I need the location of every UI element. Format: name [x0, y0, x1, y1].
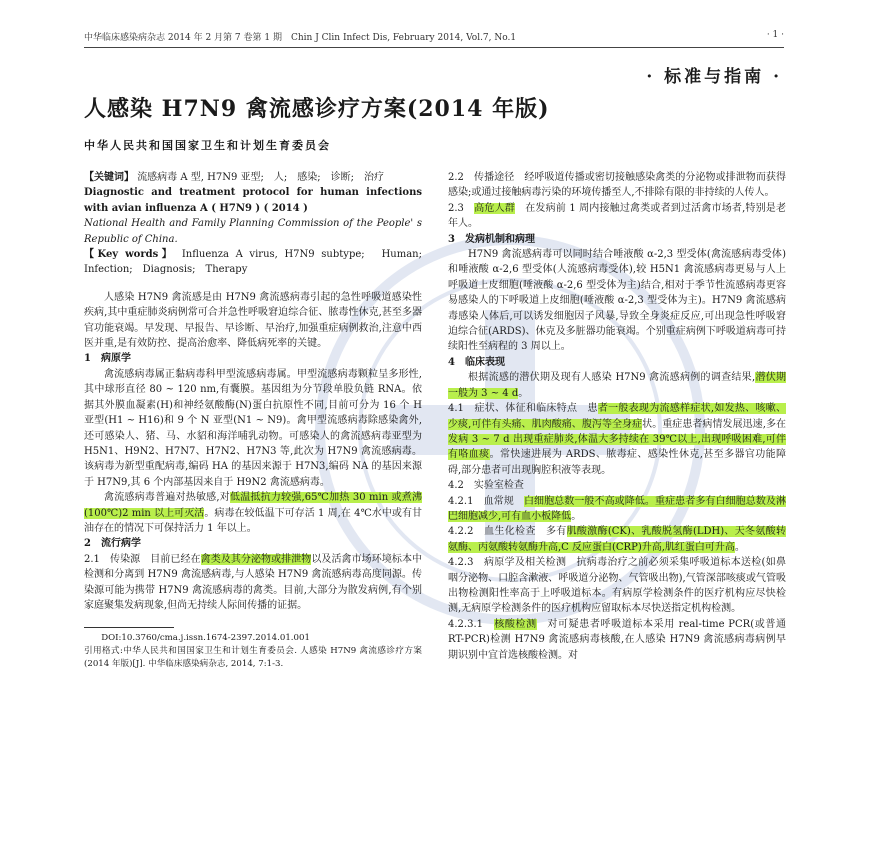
highlight: 禽类及其分泌物或排泄物 — [200, 553, 312, 565]
section-4-2-3: 4.2.3 病原学及相关检测 抗病毒治疗之前必须采集呼吸道标本送检(如鼻咽分泌物、口腔含漱液、呼吸道分泌物、气管吸出物),气管深部咳痰或气管吸出物检测阳性率高于上呼吸道标本。有病原学检测条件的医疗机构应尽快检测,无病原学检测条件的医疗机构应留取标本尽快送指定机构检测。 — [448, 557, 786, 615]
left-column — [84, 170, 422, 671]
intro-paragraph: 人感染 H7N9 禽流感是由 H7N9 禽流感病毒引起的急性呼吸道感染性疾病,其中重症肺炎病例常可合并急性呼吸窘迫综合征、脓毒性休克,甚至多器官功能衰竭。早发现、早报告、早诊断、早治疗,加强重症病例救治,注意中西医并重,是有效防控、提高治愈率、降低病死率的关键。 — [84, 291, 422, 350]
highlight: 白细胞总数一般不高或降低。重症患者多有白细胞总数及淋巴细胞减少,可有血小板降低 — [448, 495, 786, 522]
highlight: 高危人群 — [474, 202, 516, 214]
article-title: 人感染 H7N9 禽流感诊疗方案(2014 年版) — [84, 96, 550, 122]
section-2-heading: 2 流行病学 — [84, 538, 141, 550]
section-2-2: 2.2 传播途径 经呼吸道传播或密切接触感染禽类的分泌物或排泄物而获得感染;或通过接触病毒污染的环境传播至人,不排除有限的非持续的人传人。 — [448, 172, 786, 199]
section-4-intro: 根据流感的潜伏期及现有人感染 H7N9 禽流感病例的调查结果,潜伏期一般为 3 ~ 4 d。 — [448, 372, 787, 399]
page-number: · 1 · — [766, 30, 784, 40]
keywords-text: 流感病毒 A 型, H7N9 亚型; 人; 感染; 诊断; 治疗 — [137, 172, 384, 183]
footnote-divider — [84, 627, 174, 628]
section-2-3: 2.3 高危人群 在发病前 1 周内接触过禽类或者到过活禽市场者,特别是老年人。 — [448, 202, 786, 230]
section-tag: · 标准与指南 · — [646, 67, 782, 87]
highlight: 低温抵抗力较强,65℃加热 30 min 或煮沸(100℃)2 min 以上可灭活 — [84, 492, 422, 519]
section-1-heading: 1 病原学 — [84, 353, 131, 365]
doi: DOI:10.3760/cma.j.issn.1674-2397.2014.01.001 — [101, 633, 310, 644]
english-author: National Health and Family Planning Commission of the People' s Republic of China. — [84, 218, 422, 245]
keywords-en-label: 【Key words】 — [84, 249, 176, 261]
author: 中华人民共和国国家卫生和计划生育委员会 — [84, 139, 331, 152]
section-2-1: 2.1 传染源 目前已经在禽类及其分泌物或排泄物以及活禽市场环境标本中检测和分离到 H7N9 禽流感病毒,与人感染 H7N9 禽流感病毒高度同源。传染源可能为携带 H7N9 禽流感病毒的禽类。目前,大部分为散发病例,有个别家庭聚集发病现象,但尚无持续人际间传播的证据。 — [84, 553, 423, 611]
highlight: 肌酸激酶(CK)、乳酸脱氢酶(LDH)、天冬氨酸转氨酶、丙氨酸转氨酶升高,C 反应蛋白(CRP)升高,肌红蛋白可升高 — [448, 526, 786, 553]
section-3-paragraph: H7N9 禽流感病毒可以同时结合唾液酸 α-2,3 型受体(禽流感病毒受体)和唾液酸 α-2,6 型受体(人流感病毒受体),较 H5N1 禽流感病毒更易与人上呼吸道上皮细胞(唾液酸 α-2,6 型受体为主)结合,相对于季节性流感病毒更容易感染人的下呼吸道上皮细胞(唾液酸 α-2,3 型受体为主)。H7N9 禽流感病毒感染人体后,可以诱发细胞因子风暴,导致全身炎症反应,可出现急性呼吸窘迫综合征(ARDS)、休克及多脏器功能衰竭。个别重症病例下呼吸道病毒可持续阳性至病程的 3 周以上。 — [448, 249, 786, 353]
highlight: 发病 3 ~ 7 d 出现重症肺炎,体温大多持续在 39℃以上,出现呼吸困难,可伴有咯血痰 — [448, 433, 786, 461]
section-1-paragraph-1: 禽流感病毒属正黏病毒科甲型流感病毒属。甲型流感病毒颗粒呈多形性,其中球形直径 80 ~ 120 nm,有囊膜。基因组为分节段单股负链 RNA。依据其外膜血凝素(H)和神经氨酸酶(N)蛋白抗原性不同,目前可分为 16 个 H 亚型(H1 ~ H16)和 9 个 N 亚型(N1 ~ N9)。禽甲型流感病毒除感染禽外,还可感染人、猪、马、水貂和海洋哺乳动物。可感染人的禽流感病毒亚型为 H5N1、H9N2、H7N7、H7N2、H7N3 等,此次为 H7N9 禽流感病毒。该病毒为新型重配病毒,编码 HA 的基因来源于 H7N3,编码 NA 的基因来源于 H7N9,其 6 个内部基因来自于 H9N2 禽流感病毒。 — [84, 368, 422, 488]
section-4-heading: 4 临床表现 — [448, 356, 505, 368]
section-1-paragraph-2: 禽流感病毒普遍对热敏感,对低温抵抗力较强,65℃加热 30 min 或煮沸(100℃)2 min 以上可灭活。病毒在较低温下可存活 1 周,在 4℃水中或有甘油存在的情况下可保持活力 1 年以上。 — [84, 492, 422, 534]
keywords-en — [84, 247, 422, 278]
keywords-cn — [84, 170, 422, 185]
running-header — [84, 30, 784, 48]
section-4-2-3-1: 4.2.3.1 核酸检测 对可疑患者呼吸道标本采用 real-time PCR(或普通 RT-PCR)检测 H7N9 禽流感病毒核酸,在人感染 H7N9 禽流感病毒病例早期识别中宜首选核酸检测。对 — [448, 618, 786, 661]
highlight: 潜伏期一般为 3 ~ 4 d — [448, 372, 787, 399]
right-column — [448, 170, 786, 663]
highlight: 者一般表现为流感样症状,如发热、咳嗽、少痰,可伴有头痛、肌肉酸痛、腹泻等全身症 — [448, 403, 787, 430]
keywords-label: 【关键词】 — [84, 172, 134, 183]
section-4-2-1: 4.2.1 血常规 白细胞总数一般不高或降低。重症患者多有白细胞总数及淋巴细胞减少,可有血小板降低。 — [448, 495, 786, 522]
section-4-2-2: 4.2.2 血生化检查 多有肌酸激酶(CK)、乳酸脱氢酶(LDH)、天冬氨酸转氨酶、丙氨酸转氨酶升高,C 反应蛋白(CRP)升高,肌红蛋白可升高。 — [448, 526, 786, 553]
journal-info: 中华临床感染病杂志 2014 年 2 月第 7 卷第 1 期 Chin J Clin Infect Dis, February 2014, Vol.7, No.1 — [84, 33, 517, 43]
section-3-heading: 3 发病机制和病理 — [448, 233, 535, 245]
keywords-en-text: Influenza A virus, H7N9 subtype; Human; Infection; Diagnosis; Therapy — [84, 249, 422, 276]
english-title: Diagnostic and treatment protocol for human infections with avian influenza A ( H7N9 ) ( 2014 ) — [84, 187, 422, 214]
section-4-1: 4.1 症状、体征和临床特点 患者一般表现为流感样症状,如发热、咳嗽、少痰,可伴有头痛、肌肉酸痛、腹泻等全身症状。重症患者病情发展迅速,多在发病 3 ~ 7 d 出现重症肺炎,体温大多持续在 39℃以上,出现呼吸困难,可伴有咯血痰。常快速进展为 ARDS、脓毒症、感染性休克,甚至多器官功能障碍,部分患者可出现胸腔积液等表现。 — [448, 403, 787, 476]
citation: 引用格式:中华人民共和国国家卫生和计划生育委员会. 人感染 H7N9 禽流感诊疗方案(2014 年版)[J]. 中华临床感染病杂志, 2014, 7:1-3. — [84, 646, 422, 670]
section-4-2: 4.2 实验室检查 — [448, 480, 524, 492]
highlight: 核酸检测 — [494, 618, 537, 630]
